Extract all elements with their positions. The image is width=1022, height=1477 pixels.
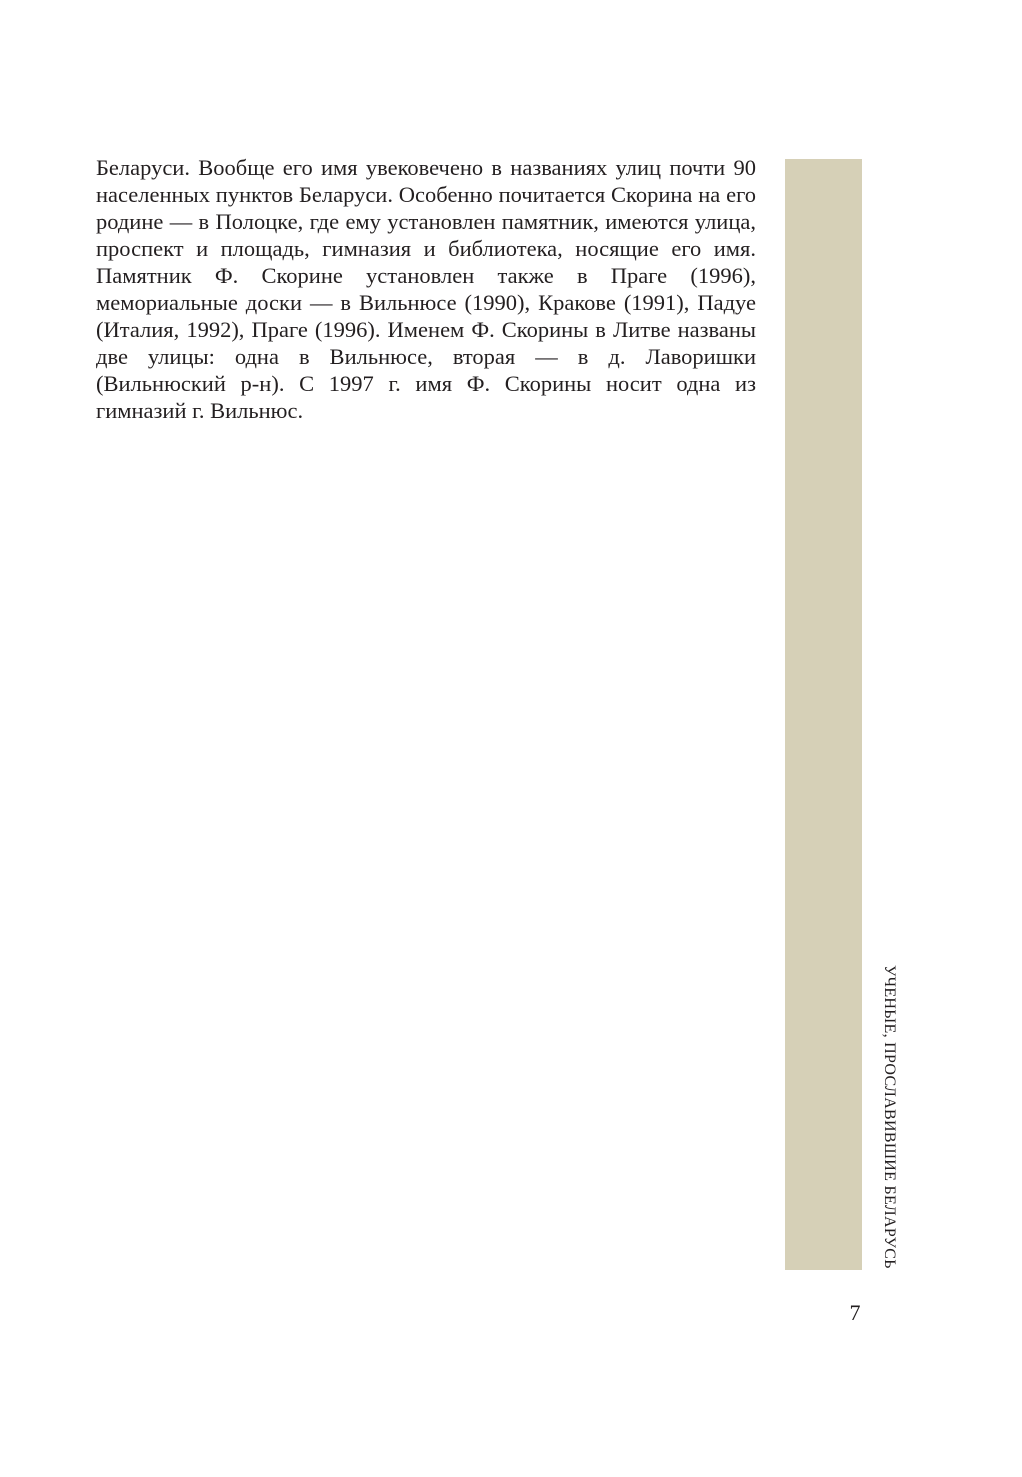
chapter-side-band: [785, 159, 862, 1270]
page-number: 7: [849, 1300, 861, 1325]
running-head: УЧЕНЫЕ, ПРОСЛАВИВШИЕ БЕЛАРУСЬ: [881, 965, 898, 1269]
body-paragraph: Беларуси. Вообще его имя увековечено в названиях улиц почти 90 населенных пунктов Беларуси. Особенно почитается Скорина на его родине — в Полоцке, где ему установлен памятник, имеются улица, проспект и площадь, гимназия и библиотека, носящие его имя. Памятник Ф. Скорине установлен также в Праге (1996), мемориальные доски — в Вильнюсе (1990), Кракове (1991), Падуе (Италия, 1992), Праге (1996). Именем Ф. Скорины в Литве названы две улицы: одна в Вильнюсе, вторая — в д. Лаворишки (Вильнюский р-н). С 1997 г. имя Ф. Скорины носит одна из гимназий г. Вильнюс.: [96, 155, 756, 423]
